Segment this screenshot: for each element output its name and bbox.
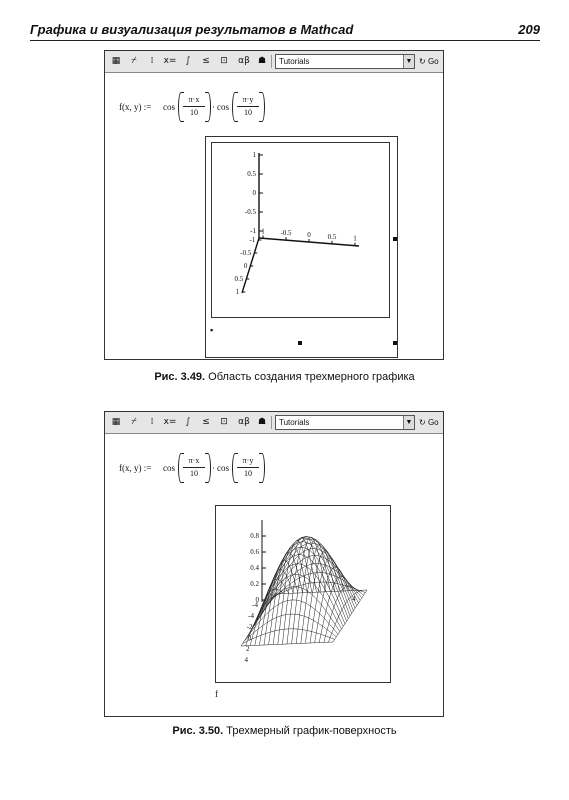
toolbar-separator — [271, 416, 272, 429]
x-axis-tick-label: 0.5 — [327, 232, 337, 241]
programming-icon[interactable]: ⊡ — [220, 417, 228, 427]
right-paren — [205, 92, 211, 122]
boolean-icon[interactable]: ≤ — [202, 417, 210, 427]
go-arrow-icon: ↻ — [419, 418, 426, 427]
surface-mesh-line — [255, 547, 347, 625]
x-axis-tick-label: -0.5 — [280, 229, 292, 238]
cos-label: cos — [217, 463, 229, 473]
matrix-icon[interactable]: ⁞ — [150, 56, 154, 66]
z-axis-tick-label: 0 — [255, 596, 259, 604]
vertical-axis-tick-label: 1 — [252, 151, 256, 159]
right-paren — [259, 453, 265, 483]
header-rule — [30, 40, 540, 41]
go-label: Go — [427, 418, 439, 427]
x-axis-tick-label: -4 — [252, 601, 258, 609]
fraction-x-denominator: 10 — [190, 108, 198, 117]
surface-label: f — [215, 689, 218, 699]
z-axis-tick-label: 0.4 — [250, 564, 259, 572]
go-button[interactable] — [419, 54, 443, 69]
fraction-y-numerator: π·y — [242, 95, 254, 104]
fraction-y-numerator: π·y — [242, 456, 254, 465]
go-label: Go — [427, 57, 439, 66]
toolbar-separator — [271, 55, 272, 68]
fraction-x-denominator: 10 — [190, 469, 198, 478]
resources-dropdown[interactable] — [275, 415, 415, 430]
x-axis-tick-label: 0 — [307, 231, 311, 239]
page-number: 209 — [518, 22, 540, 37]
depth-axis-tick-label: 0 — [243, 262, 248, 270]
right-paren — [259, 92, 265, 122]
worksheet-area[interactable] — [105, 74, 443, 359]
resize-handle-bottom[interactable] — [298, 341, 302, 345]
calculus-icon[interactable]: ∫ — [185, 56, 191, 66]
symbolic-icon[interactable]: ☗ — [257, 417, 267, 427]
vertical-axis-tick-label: 0 — [252, 189, 256, 197]
formula-lhs: f(x, y) := — [119, 102, 152, 112]
x-axis-tick-label: 1 — [261, 227, 265, 236]
surface-mesh-line — [253, 555, 345, 628]
evaluation-icon[interactable]: x= — [163, 417, 177, 427]
right-paren — [205, 453, 211, 483]
surface-plot-frame[interactable] — [215, 505, 391, 683]
graph-icon[interactable]: ⌿ — [131, 56, 137, 66]
figure-caption-2 — [0, 725, 569, 737]
y-axis-tick-label: 4 — [244, 656, 248, 664]
programming-icon[interactable]: ⊡ — [220, 56, 228, 66]
formula-lhs: f(x, y) := — [119, 463, 152, 473]
fraction-x — [183, 94, 205, 119]
math-toolbar — [105, 51, 443, 73]
greek-icon[interactable]: αβ — [238, 417, 250, 427]
greek-icon[interactable]: αβ — [238, 56, 250, 66]
vertical-axis-tick-label: 0.5 — [247, 170, 256, 178]
fraction-y-denominator: 10 — [244, 469, 252, 478]
graph-icon[interactable]: ⌿ — [131, 417, 137, 427]
vertical-axis-tick-label: -0.5 — [244, 208, 256, 216]
dot-operator: · — [212, 102, 215, 112]
cos-label: cos — [217, 102, 229, 112]
depth-axis-tick-label: 0.5 — [234, 275, 244, 283]
z-axis-tick-label: 0.8 — [250, 532, 259, 540]
math-toolbar — [105, 412, 443, 434]
calculus-icon[interactable]: ∫ — [185, 417, 191, 427]
caption-text: Область создания трехмерного графика — [205, 371, 415, 383]
y-axis-tick-label: 0 — [247, 634, 251, 642]
depth-axis-tick-label: -0.5 — [240, 249, 252, 257]
placeholder-cursor[interactable]: ▪ — [210, 325, 214, 335]
go-arrow-icon: ↻ — [419, 57, 426, 66]
fraction-x-numerator: π·x — [188, 456, 200, 465]
mathcad-window-1 — [104, 50, 444, 360]
cos-label: cos — [163, 102, 175, 112]
symbolic-icon[interactable]: ☗ — [257, 56, 267, 66]
cos-label: cos — [163, 463, 175, 473]
z-axis-tick-label: 0.6 — [250, 548, 259, 556]
vertical-axis-tick-label: -1 — [250, 227, 256, 235]
empty-3d-axes — [212, 143, 389, 317]
running-head — [30, 22, 540, 42]
chevron-down-icon[interactable]: ▼ — [403, 55, 414, 68]
resize-handle-right[interactable] — [393, 237, 397, 241]
z-axis-tick-label: 0.2 — [250, 580, 259, 588]
caption-text: Трехмерный график-поверхность — [223, 725, 397, 737]
fraction-y-denominator: 10 — [244, 108, 252, 117]
plot-frame — [211, 142, 390, 318]
y-axis-tick-label: 2 — [246, 645, 250, 653]
fraction-x — [183, 455, 205, 480]
plot-region-empty[interactable] — [205, 136, 398, 358]
depth-axis-tick-label: 1 — [235, 288, 240, 296]
worksheet-area[interactable] — [105, 435, 443, 716]
calculator-icon[interactable]: ▦ — [111, 417, 121, 427]
boolean-icon[interactable]: ≤ — [202, 56, 210, 66]
x-axis-tick-label: 4 — [352, 595, 356, 603]
resources-dropdown[interactable] — [275, 54, 415, 69]
dropdown-value: Tutorials — [279, 418, 310, 427]
y-axis-tick-label: -2 — [246, 623, 253, 631]
fraction-x-numerator: π·x — [188, 95, 200, 104]
caption-number: Рис. 3.49. — [154, 371, 206, 383]
figure-caption-1 — [0, 371, 569, 383]
surface-plot — [216, 506, 390, 682]
surface-mesh-line — [255, 538, 350, 620]
dot-operator: · — [212, 463, 215, 473]
chapter-title: Графика и визуализация результатов в Mathcad — [30, 22, 354, 37]
caption-number: Рис. 3.50. — [172, 725, 224, 737]
y-axis-tick-label: -4 — [248, 612, 254, 620]
go-button[interactable] — [419, 415, 443, 430]
evaluation-icon[interactable]: x= — [163, 56, 177, 66]
fraction-y — [237, 94, 259, 119]
depth-axis-tick-label: -1 — [249, 236, 256, 244]
calculator-icon[interactable]: ▦ — [111, 56, 121, 66]
mathcad-window-2 — [104, 411, 444, 717]
fraction-y — [237, 455, 259, 480]
resize-handle-corner[interactable] — [393, 341, 397, 345]
chevron-down-icon[interactable]: ▼ — [403, 416, 414, 429]
matrix-icon[interactable]: ⁞ — [150, 417, 154, 427]
x-axis-tick-label: 1 — [353, 234, 357, 243]
dropdown-value: Tutorials — [279, 57, 310, 66]
